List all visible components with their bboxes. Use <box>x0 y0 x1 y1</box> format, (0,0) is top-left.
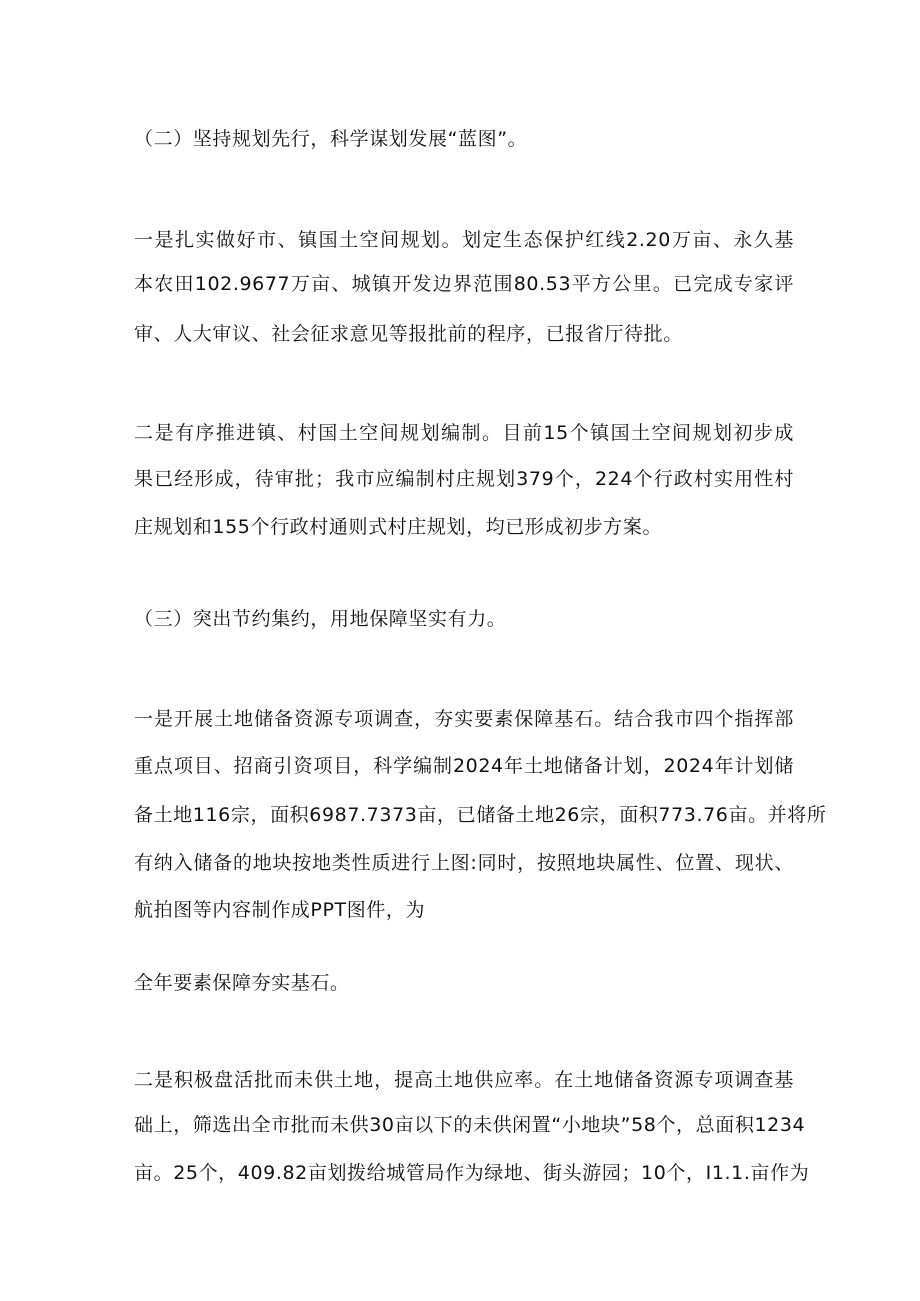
paragraph-2-line-2: 果已经形成，待审批；我市应编制村庄规划379个，224个行政村实用性村 <box>134 468 794 490</box>
paragraph-2-line-1: 二是有序推进镇、村国土空间规划编制。目前15个镇国土空间规划初步成 <box>134 422 794 444</box>
paragraph-4-line-2: 础上，筛选出全市批而未供30亩以下的未供闲置“小地块”58个，总面积1234 <box>134 1114 806 1136</box>
section-heading-2: （二）坚持规划先行，科学谋划发展“蓝图”。 <box>134 128 528 150</box>
paragraph-1-line-3: 审、人大审议、社会征求意见等报批前的程序，已报省厅待批。 <box>134 323 683 345</box>
paragraph-4-line-3: 亩。25个，409.82亩划拨给城管局作为绿地、街头游园；10个，I1.1.亩作为 <box>134 1162 810 1184</box>
paragraph-2-line-3: 庄规划和155个行政村通则式村庄规划，均已形成初步方案。 <box>134 516 663 538</box>
paragraph-3-line-1: 一是开展土地储备资源专项调查，夯实要素保障基石。结合我市四个指挥部 <box>134 708 794 730</box>
paragraph-3-line-5: 航拍图等内容制作成PPT图件，为 <box>134 899 426 921</box>
paragraph-3-line-2: 重点项目、招商引资项目，科学编制2024年土地储备计划，2024年计划储 <box>134 755 794 777</box>
paragraph-3-line-4: 有纳入储备的地块按地类性质进行上图:同时，按照地块属性、位置、现状、 <box>134 852 794 874</box>
paragraph-3-continuation: 全年要素保障夯实基石。 <box>134 972 350 994</box>
paragraph-4-line-1: 二是积极盘活批而未供土地，提高土地供应率。在土地储备资源专项调查基 <box>134 1069 794 1091</box>
section-heading-3: （三）突出节约集约，用地保障坚实有力。 <box>134 608 507 630</box>
paragraph-1-line-1: 一是扎实做好市、镇国土空间规划。划定生态保护红线2.20万亩、永久基 <box>134 229 794 251</box>
paragraph-3-line-3: 备土地116宗，面积6987.7373亩，已储备土地26宗，面积773.76亩。并将所 <box>134 804 827 826</box>
paragraph-1-line-2: 本农田102.9677万亩、城镇开发边界范围80.53平方公里。已完成专家评 <box>134 273 794 295</box>
